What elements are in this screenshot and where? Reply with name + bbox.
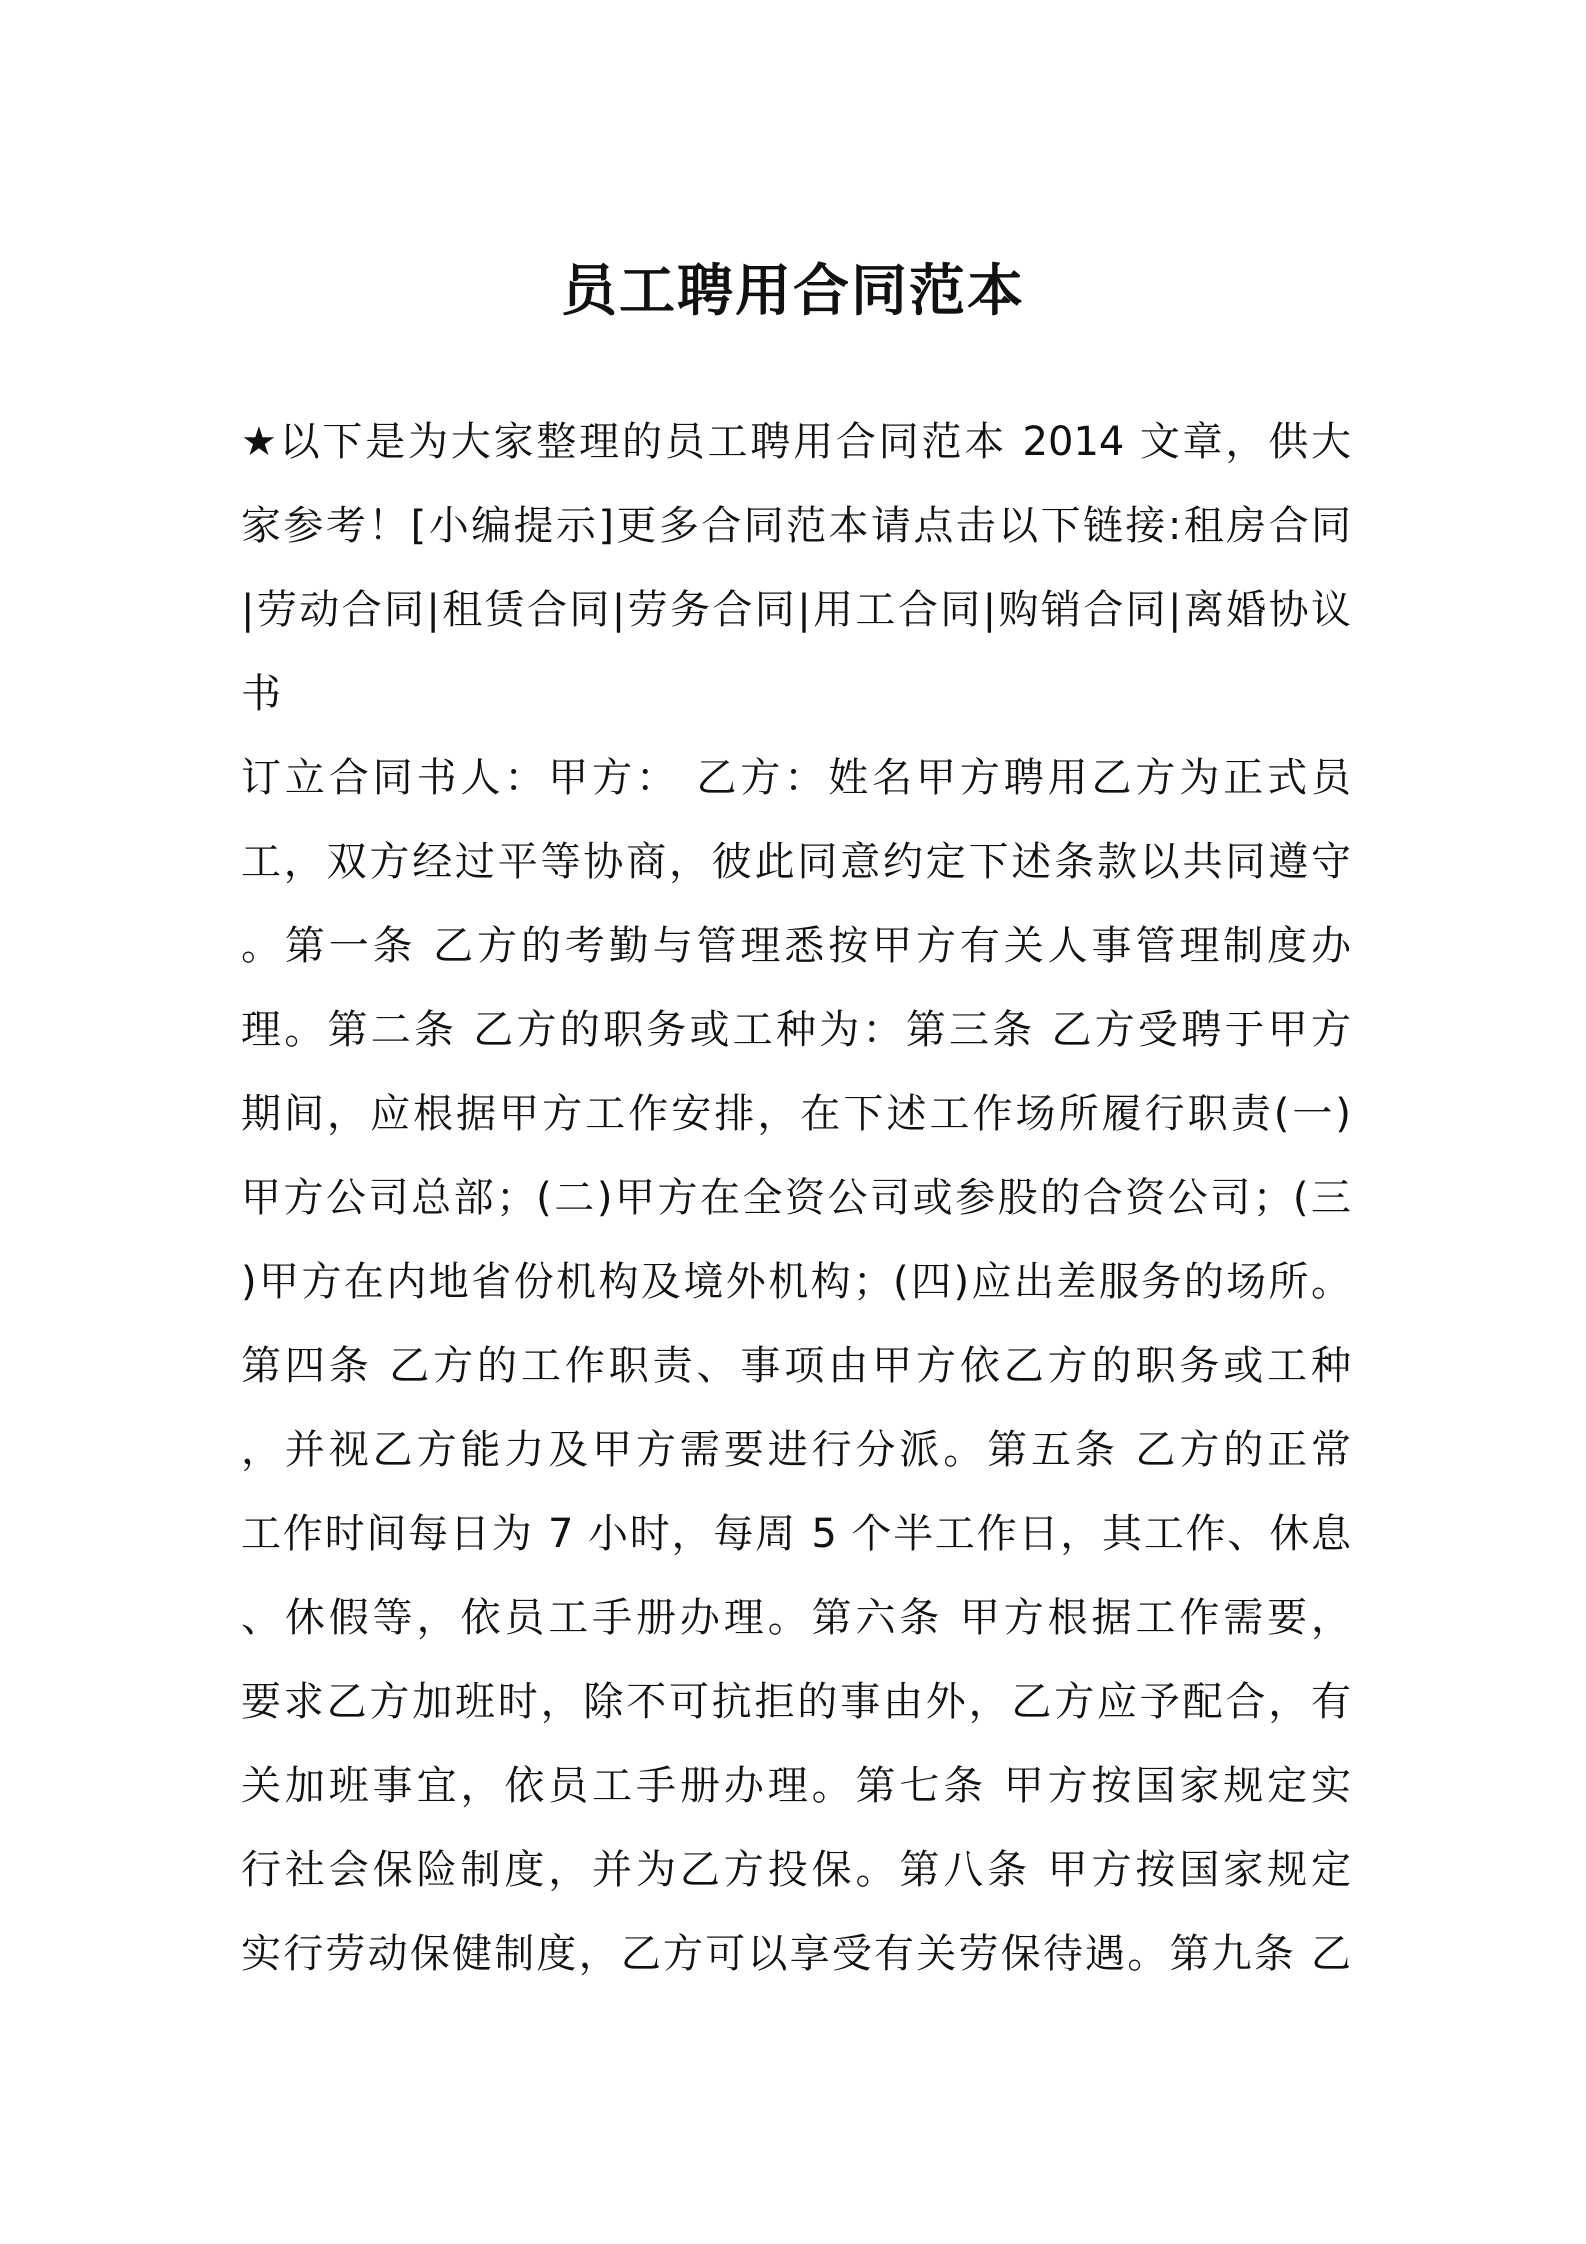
body-line: 工，双方经过平等协商，彼此同意约定下述条款以共同遵守 [241,839,1351,885]
body-line: 第四条 乙方的工作职责、事项由甲方依乙方的职务或工种 [241,1343,1351,1389]
body-line: 、休假等，依员工手册办理。第六条 甲方根据工作需要， [241,1595,1351,1641]
body-line: 行社会保险制度，并为乙方投保。第八条 甲方按国家规定 [241,1847,1351,1893]
body-line: 实行劳动保健制度，乙方可以享受有关劳保待遇。第九条 乙 [241,1931,1351,1977]
body-line: )甲方在内地省份机构及境外机构；(四)应出差服务的场所。 [241,1259,1351,1305]
body-line: 要求乙方加班时，除不可抗拒的事由外，乙方应予配合，有 [241,1679,1351,1725]
body-line: 工作时间每日为 7 小时，每周 5 个半工作日，其工作、休息 [241,1511,1351,1557]
body-line: 关加班事宜，依员工手册办理。第七条 甲方按国家规定实 [241,1763,1351,1809]
body-line: ，并视乙方能力及甲方需要进行分派。第五条 乙方的正常 [241,1427,1351,1473]
intro-line: 家参考！[小编提示]更多合同范本请点击以下链接:租房合同 [241,503,1351,549]
body-line: 订立合同书人：甲方： 乙方：姓名甲方聘用乙方为正式员 [241,755,1351,801]
intro-line: 书 [241,671,281,717]
body-line: 甲方公司总部；(二)甲方在全资公司或参股的合资公司；(三 [241,1175,1351,1221]
body-line: 理。第二条 乙方的职务或工种为：第三条 乙方受聘于甲方 [241,1007,1351,1053]
body-line: 期间，应根据甲方工作安排，在下述工作场所履行职责(一) [241,1091,1351,1137]
document-body [241,400,1351,1996]
intro-line: |劳动合同|租赁合同|劳务合同|用工合同|购销合同|离婚协议 [241,587,1351,633]
document-title: 员工聘用合同范本 [561,259,1025,324]
body-line: 。第一条 乙方的考勤与管理悉按甲方有关人事管理制度办 [241,923,1351,969]
intro-line: ★以下是为大家整理的员工聘用合同范本 2014 文章，供大 [241,419,1351,465]
